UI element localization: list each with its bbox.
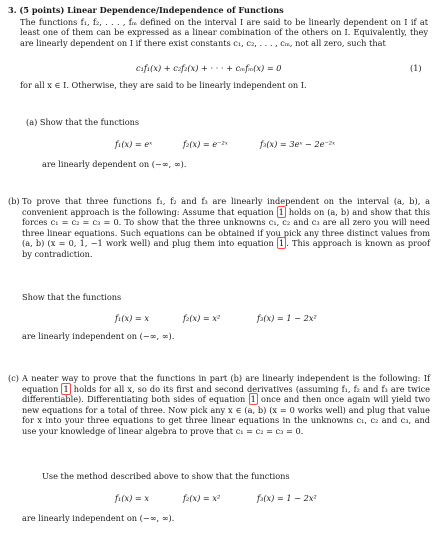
- part-b-f3: f₃(x) = 1 − 2x²: [257, 313, 317, 323]
- part-c-text-2: holds for all x, so do its first and second derivatives (assuming f₁, f₂ and f₃ are twice differentiable). Differentiating both sides of equation: [22, 383, 431, 405]
- intro-conclusion: for all x ∈ I. Otherwise, they are said to be linearly independent on I.: [20, 80, 307, 90]
- part-a-f1: f₁(x) = eˣ: [115, 139, 153, 149]
- part-c-f3: f₃(x) = 1 − 2x²: [257, 493, 317, 503]
- part-b-f2: f₂(x) = x²: [183, 313, 221, 323]
- part-b-f1: f₁(x) = x: [115, 313, 150, 323]
- part-c-text-3: once and then once again will yield two new equations for a total of three. Now pick any x ∈ (a, b) (x = 0 works well) and plug that value for x into your three equations to get three linear equations in the unknowns c₁, c₂ and c₃, and use your knowledge of linear algebra to prove that c₁ = c₂ = c₃ = 0.: [22, 394, 431, 436]
- equation-number: (1): [410, 63, 422, 73]
- part-c-paragraph: [22, 373, 430, 437]
- part-b-paragraph: [22, 196, 430, 260]
- equation-1-link[interactable]: 1: [278, 206, 284, 217]
- part-c-f1: f₁(x) = x: [115, 493, 150, 503]
- part-c-f2: f₂(x) = x²: [183, 493, 221, 503]
- part-b-text-3: . This approach is known as proof by contradiction.: [22, 238, 430, 259]
- equation-1-link[interactable]: 1: [250, 394, 256, 405]
- part-a-prompt: (a) Show that the functions: [26, 117, 140, 127]
- part-a-f2: f₂(x) = e⁻²ˣ: [183, 139, 228, 149]
- part-c-text-1: A neater way to prove that the functions in part (b) are linearly independent is the following: If equation: [22, 373, 430, 394]
- part-c-conclusion: are linearly independent on (−∞, ∞).: [22, 513, 175, 523]
- part-b-conclusion: are linearly independent on (−∞, ∞).: [22, 331, 175, 341]
- part-c-label: (c): [8, 373, 19, 383]
- intro-paragraph: The functions f₁, f₂, . . . , fₘ defined on the interval I are said to be linearly dependent on I if at least one of them can be expressed as a linear combination of the others on I. Equivalently, they are linearly dependent on I if there exist constants c₁, c₂, . . . , cₘ, not all zero, such that: [20, 16, 428, 48]
- linear-combination-equation: c₁f₁(x) + c₂f₂(x) + · · · + cₘfₘ(x) = 0: [136, 63, 282, 73]
- part-a-f3: f₃(x) = 3eˣ − 2e⁻²ˣ: [260, 139, 335, 149]
- equation-1-link[interactable]: 1: [278, 238, 285, 249]
- equation-1-link[interactable]: 1: [63, 383, 69, 394]
- part-b-prompt: Show that the functions: [22, 292, 122, 302]
- problem-header: 3. (5 points) Linear Dependence/Independence of Functions: [8, 5, 284, 15]
- part-b-text-2: holds on (a, b) and show that this forces c₁ = c₂ = c₃ = 0. To show that the three unknowns c₁, c₂ and c₃ are all zero you will need three linear equations. Such equations can be obtained if you pick any three distinct values from (a, b) (x = 0, 1, −1 work well) and plug them into equation: [22, 206, 430, 249]
- part-a-conclusion: are linearly dependent on (−∞, ∞).: [42, 159, 187, 169]
- part-b-text-1: To prove that three functions f₁, f₂ and f₃ are linearly independent on the interval (a, b), a convenient approach is the following: Assume that equation: [22, 196, 430, 217]
- part-c-prompt: Use the method described above to show that the functions: [42, 471, 290, 481]
- problem-intro: [8, 5, 428, 48]
- part-b-label: (b): [8, 196, 20, 206]
